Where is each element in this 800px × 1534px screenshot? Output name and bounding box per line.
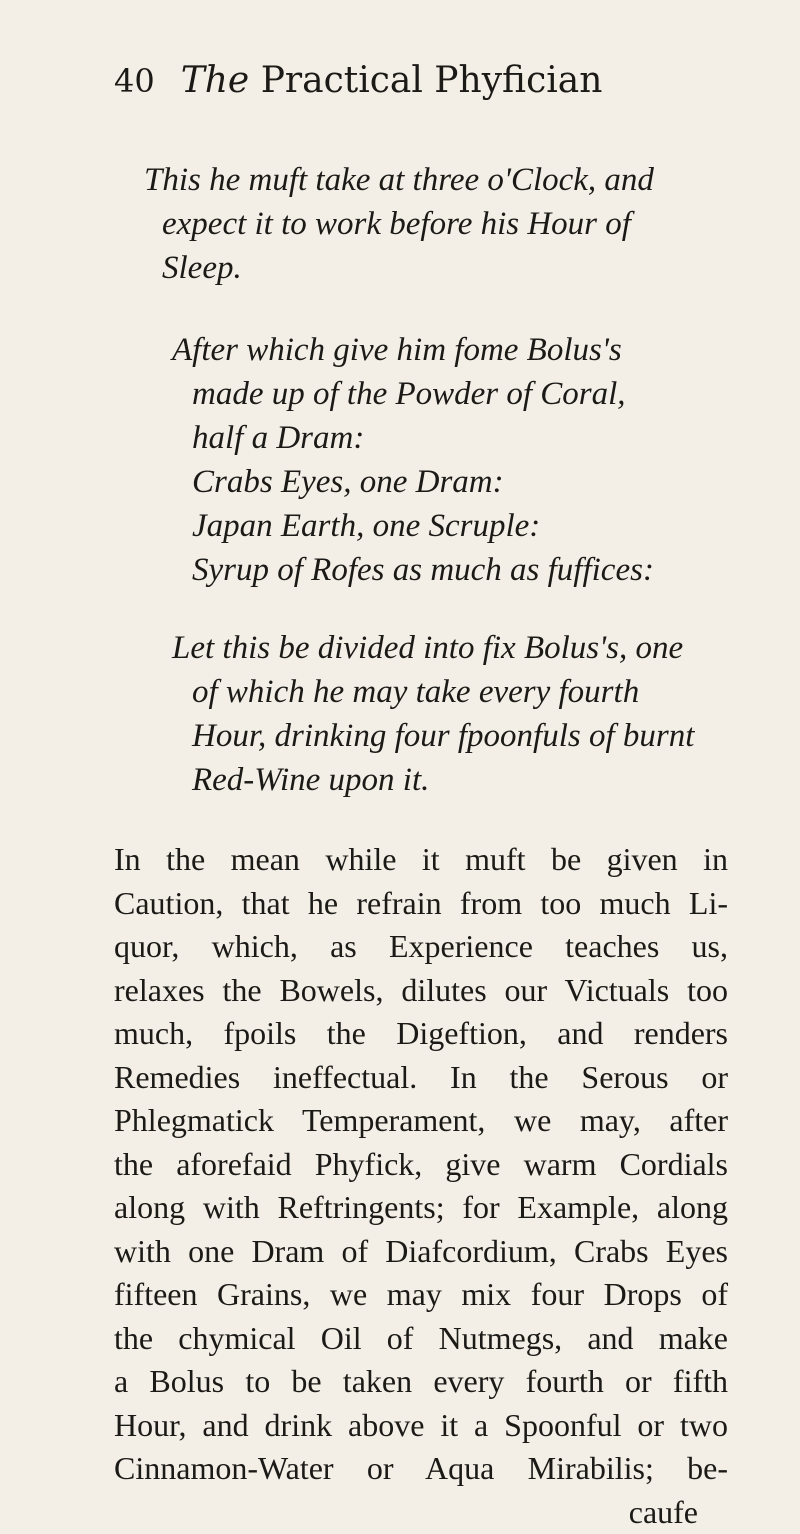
- running-title: [181, 60, 603, 101]
- recipe-line: Syrup of Rofes as much as fuffices:: [172, 548, 728, 592]
- text-line: Sleep.: [144, 246, 728, 290]
- text-line: of which he may take every fourth: [172, 670, 728, 714]
- text-line: with one Dram of Diafcordium, Crabs Eyes: [114, 1230, 728, 1274]
- text-line: along with Reftringents; for Example, along: [114, 1186, 728, 1230]
- recipe-line: Japan Earth, one Scruple:: [172, 504, 728, 548]
- text-line: In the mean while it muft be given in: [114, 838, 728, 882]
- text-line: Hour, and drink above it a Spoonful or two: [114, 1404, 728, 1448]
- running-header: [114, 60, 728, 122]
- text-line: expect it to work before his Hour of: [144, 202, 728, 246]
- recipe-line: half a Dram:: [172, 416, 728, 460]
- running-title-italic: The: [181, 60, 250, 101]
- text-line: fifteen Grains, we may mix four Drops of: [114, 1273, 728, 1317]
- body-paragraph: [114, 838, 728, 1534]
- recipe-line: Crabs Eyes, one Dram:: [172, 460, 728, 504]
- text-line: Cinnamon-Water or Aqua Mirabilis; be-: [114, 1447, 728, 1491]
- text-line: Remedies ineffectual. In the Serous or: [114, 1056, 728, 1100]
- recipe-line: After which give him fome Bolus's: [172, 328, 728, 372]
- recipe-line: made up of the Powder of Coral,: [172, 372, 728, 416]
- text-line: much, fpoils the Digeftion, and renders: [114, 1012, 728, 1056]
- text-line: Hour, drinking four fpoonfuls of burnt: [172, 714, 728, 758]
- text-line: Caution, that he refrain from too much Li-: [114, 882, 728, 926]
- catchword: caufe: [114, 1491, 728, 1534]
- text-line: the aforefaid Phyfick, give warm Cordials: [114, 1143, 728, 1187]
- text-line: the chymical Oil of Nutmegs, and make: [114, 1317, 728, 1361]
- paragraph-dosage-timing: [114, 158, 728, 290]
- text-line: a Bolus to be taken every fourth or fifth: [114, 1360, 728, 1404]
- paragraph-division-instructions: [114, 626, 728, 802]
- running-title-rest: Practical Phyfician: [261, 60, 603, 101]
- page-number: 40: [114, 62, 155, 100]
- text-line: quor, which, as Experience teaches us,: [114, 925, 728, 969]
- text-line: relaxes the Bowels, dilutes our Victuals too: [114, 969, 728, 1013]
- text-line: Let this be divided into fix Bolus's, one: [172, 626, 728, 670]
- text-line: This he muft take at three o'Clock, and: [144, 158, 728, 202]
- text-line: Phlegmatick Temperament, we may, after: [114, 1099, 728, 1143]
- text-line: Red-Wine upon it.: [172, 758, 728, 802]
- recipe-block: [114, 328, 728, 592]
